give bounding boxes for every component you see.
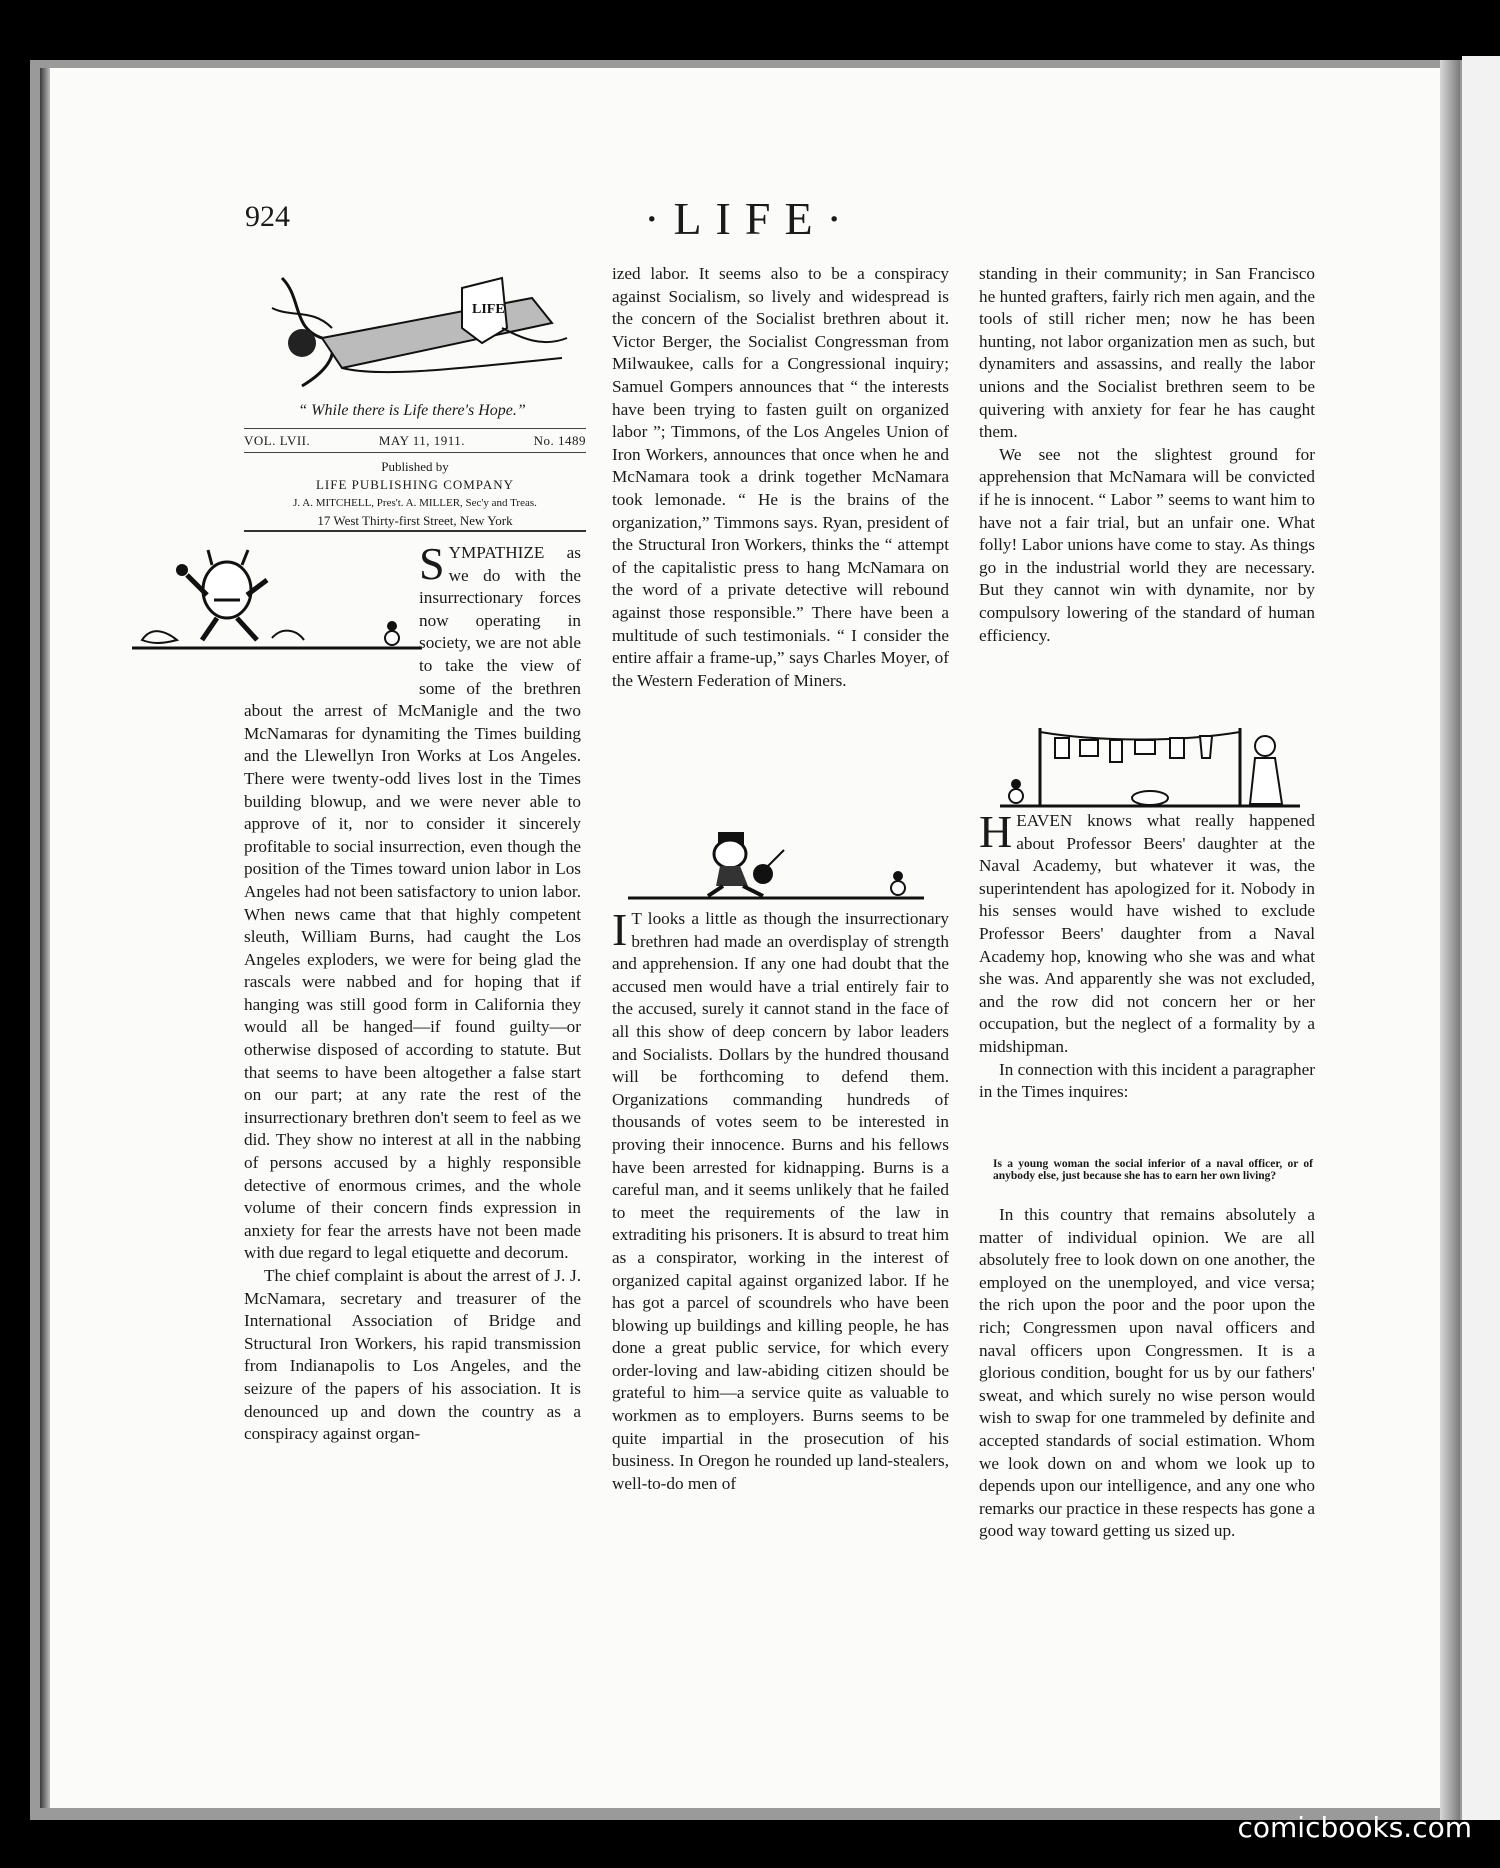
article-1-paragraph-2: The chief complaint is about the arrest of J. J. McNamara, secretary and treasurer of the International Association of Bridge and Structural Iron Workers, his rapid transmission from Indianapolis to Los Angeles, and the seizure of the papers of his association. It is denounced up and down the country as a conspiracy against organ-	[244, 1266, 581, 1444]
article-2-conclusion: We see not the slightest ground for apprehension that McNamara will be convicted if he is innocent. “ Labor ” seems to want him to have not a fair trial, but an unfair one. What folly! Labor unions have come to stay. As things go in the industrial world they are necessary. But they cannot win with dynamite, nor by compulsory lowering of the standard of human efficiency.	[979, 444, 1315, 645]
article-3-paragraph-2	[979, 1059, 1315, 1104]
illustration-float	[244, 542, 419, 680]
article-2-paragraph	[612, 904, 949, 1495]
article-1-lead: YMPATHIZE as we do with the insurrectionary forces now operating in society, we are not able to take the view of some of the brethren about the arrest of McManigle and the two McNamaras for dynamiting the Times building and the Llewellyn Iron Works at Los Angeles. There were twenty-odd lives lost in the Times building blowup, and we were never able to approve of it, nor to consider it sincerely profitable to social insurrection, even though the position of the Times toward union labor in Los Angeles had not been satisfactory to union labor. When news came that that highly competent sleuth, William Burns, had caught the Los Angeles exploders, we were for being glad the rascals were nabbed and for hoping that if hanging was still good form in California they would all be hanged—if found guilty—or otherwise disposed of according to statute. But that seems to have been altogether a false start on our part; at any rate the rest of the insurrectionary brethren don't seem to feel as we did. They show no interest at all in the nabbing of persons accused by a highly responsible detective of enormous crimes, and the whole volume of their concern finds expression in anxiety for fear the arrests have not been made with due regard to legal etiquette and decorum.	[244, 543, 581, 1263]
masthead: ·LIFE·	[644, 193, 856, 244]
svg-text:LIFE: LIFE	[472, 302, 505, 317]
publisher-name: LIFE PUBLISHING COMPANY	[315, 477, 515, 492]
published-by: Published by	[381, 459, 449, 474]
volume-line	[244, 428, 586, 453]
times-quote: Is a young woman the social inferior of a naval officer, or of anybody else, just because she has to earn her own living?	[993, 1158, 1313, 1182]
publisher-address: 17 West Thirty-first Street, New York	[317, 513, 513, 528]
column-3	[979, 263, 1315, 647]
column-3-closing	[979, 1204, 1315, 1543]
masthead-motto: “ While there is Life there's Hope.”	[298, 402, 526, 419]
article-2-continuation: standing in their community; in San Francisco he hunted grafters, fairly rich men again, and the tools of still richer men; now he has been hunting, not labor organization men as such, but dynamiters and assassins, and really the labor unions and the Socialist brethren seem to be quivering with anxiety for fear he has caught them.	[979, 264, 1315, 442]
volume-number: VOL. LVII.	[244, 433, 311, 448]
drop-cap-s: S	[419, 538, 445, 589]
drop-cap-h: H	[979, 806, 1013, 857]
laundry-illustration	[1000, 718, 1300, 810]
page-number: 924	[245, 200, 290, 233]
column-1	[244, 538, 581, 1446]
issue-date: MAY 11, 1911.	[378, 433, 466, 448]
next-page-edge	[1462, 56, 1500, 1820]
column-2	[612, 263, 949, 692]
masthead-illustration	[262, 268, 572, 396]
column-2-article-2	[612, 904, 949, 1495]
page-gutter-right	[1440, 60, 1460, 1820]
article-3-paragraph-1	[979, 806, 1315, 1059]
article-1-continuation: ized labor. It seems also to be a conspiracy against Socialism, so lively and widespread is the concern of the Socialist brethren about it. Victor Berger, the Socialist Congressman from Milwaukee, calls for a Congressional inquiry; Samuel Gompers announces that “ the interests have been trying to fasten guilt on organized labor ”; Timmons, of the Los Angeles Union of Iron Workers, announces that once when he and McNamara took a drink together McNamara took lemonade. “ He is the brains of the organization,” Timmons says. Ryan, president of the Structural Iron Workers, thinks the “ attempt of the capitalistic press to hang McNamara on the word of a private detective will rebound against those responsible.” There have been a multitude of such testimonials. “ I consider the entire affair a frame-up,” says Charles Moyer, of the Western Federation of Miners.	[612, 264, 949, 690]
publisher-officers: J. A. MITCHELL, Pres't. A. MILLER, Sec'y and Treas.	[293, 497, 537, 509]
page-edge-left	[40, 68, 50, 1808]
article-2-text: T looks a little as though the insurrectionary brethren had made an overdisplay of strength and apprehension. If any one had doubt that the accused men would have a trial entirely fair to the accused, surely it cannot stand in the face of all this show of deep concern by labor leaders and Socialists. Dollars by the hundred thousand will be forthcoming to defend them. Organizations commanding hundreds of thousands of votes seem to be interested in proving their innocence. Burns and his fellows have been arrested for kidnapping. Burns is a careful man, and it seems unlikely that he failed to meet the requirements of the law in extraditing his prisoners. It is absurd to treat him as a conspirator, working in the interest of organized capital against organized labor. If he has got a parcel of scoundrels who have been blowing up buildings and killing people, he has done a great public service, for which every order-loving and law-abiding citizen should be grateful to him—a service quite as valuable to workmen as to employers. Burns seems to be quite impartial in the prosecution of his business. In Oregon he rounded up land-stealers, well-to-do men of	[612, 909, 949, 1493]
drop-cap-i: I	[612, 904, 628, 955]
masthead-rule	[244, 530, 586, 532]
article-3-lead: EAVEN knows what really happened about Professor Beers' daughter at the Naval Academy, but whatever it was, the superintendent has apologized for it. Nobody in his senses would have wished to exclude Professor Beers' daughter from a Naval Academy hop, knowing who she was and what she was. And apparently she was not excluded, and the row did not concern her or her occupation, but the neglect of a formality by a midshipman.	[979, 811, 1315, 1056]
anarchist-illustration	[628, 830, 924, 900]
article-3-paragraph-3: In this country that remains absolutely a matter of individual opinion. We are all absolutely free to look down on one another, the employed on the unemployed, and vice versa; the rich upon the poor and the poor upon the rich; Congressmen upon naval officers and naval officers upon Congressmen. It is a glorious condition, bought for us by our fathers' sweat, and which surely no wise person would wish to swap for one trammeled by definite and accepted standards of social estimation. Whom we look down on and whom we look up to depends upon our intelligence, and any one who remarks our practice in these respects has gone a good way toward getting us sized up.	[979, 1205, 1315, 1541]
watermark: comicbooks.com	[1237, 1811, 1472, 1844]
column-3-article-3	[979, 806, 1315, 1104]
article-1-paragraph-1	[244, 538, 581, 1265]
article-3-inquiry: In connection with this incident a paragrapher in the Times inquires:	[979, 1059, 1315, 1102]
publisher-block	[244, 458, 586, 530]
issue-number: No. 1489	[533, 433, 586, 448]
